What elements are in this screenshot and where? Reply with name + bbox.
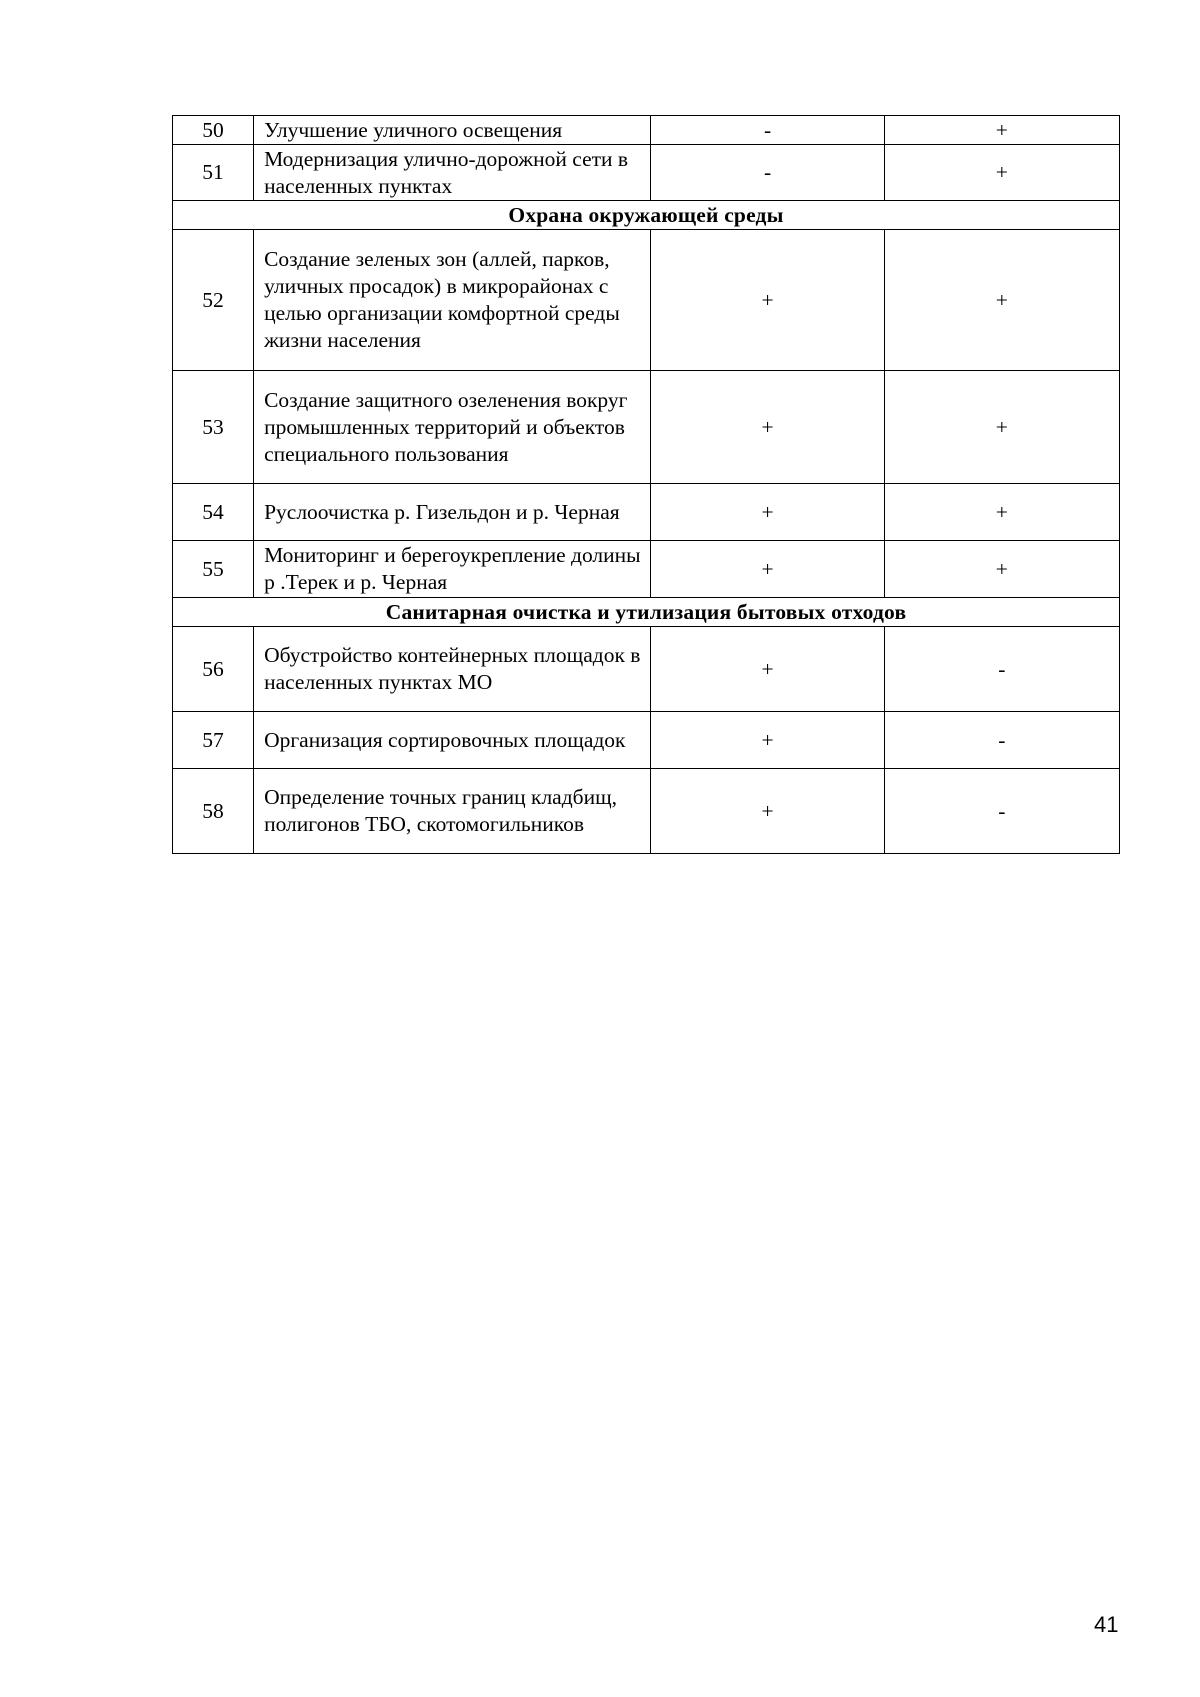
row-number: 52 bbox=[173, 230, 254, 371]
section-heading: Санитарная очистка и утилизация бытовых отходов bbox=[173, 598, 1120, 627]
row-number: 55 bbox=[173, 541, 254, 598]
measures-table bbox=[172, 115, 1120, 854]
row-description: Создание зеленых зон (аллей, парков, уличных просадок) в микрорайонах с целью организации комфортной среды жизни населения bbox=[254, 230, 651, 371]
row-description: Улучшение уличного освещения bbox=[254, 116, 651, 145]
section-row bbox=[173, 598, 1120, 627]
table-row bbox=[173, 769, 1120, 854]
page-number: 41 bbox=[1094, 1612, 1119, 1637]
row-mark-a: + bbox=[651, 769, 884, 854]
row-mark-b: + bbox=[884, 116, 1119, 145]
table-row bbox=[173, 541, 1120, 598]
row-mark-a: + bbox=[651, 712, 884, 769]
row-description: Обустройство контейнерных площадок в населенных пунктах МО bbox=[254, 627, 651, 712]
row-description: Модернизация улично-дорожной сети в населенных пунктах bbox=[254, 145, 651, 201]
row-mark-b: - bbox=[884, 712, 1119, 769]
row-mark-a: + bbox=[651, 230, 884, 371]
row-number: 57 bbox=[173, 712, 254, 769]
section-heading: Охрана окружающей среды bbox=[173, 201, 1120, 230]
row-mark-b: - bbox=[884, 627, 1119, 712]
row-mark-a: + bbox=[651, 541, 884, 598]
table-row bbox=[173, 145, 1120, 201]
section-row bbox=[173, 201, 1120, 230]
row-mark-a: - bbox=[651, 116, 884, 145]
row-number: 54 bbox=[173, 484, 254, 541]
row-number: 53 bbox=[173, 371, 254, 484]
row-number: 58 bbox=[173, 769, 254, 854]
row-description: Руслоочистка р. Гизельдон и р. Черная bbox=[254, 484, 651, 541]
row-mark-a: - bbox=[651, 145, 884, 201]
row-mark-b: + bbox=[884, 371, 1119, 484]
row-mark-a: + bbox=[651, 627, 884, 712]
row-mark-b: + bbox=[884, 230, 1119, 371]
row-mark-b: + bbox=[884, 541, 1119, 598]
row-description: Организация сортировочных площадок bbox=[254, 712, 651, 769]
table-row bbox=[173, 230, 1120, 371]
table-row bbox=[173, 371, 1120, 484]
row-mark-b: + bbox=[884, 145, 1119, 201]
row-mark-b: + bbox=[884, 484, 1119, 541]
row-mark-b: - bbox=[884, 769, 1119, 854]
row-mark-a: + bbox=[651, 371, 884, 484]
row-mark-a: + bbox=[651, 484, 884, 541]
row-description: Определение точных границ кладбищ, полигонов ТБО, скотомогильников bbox=[254, 769, 651, 854]
row-description: Мониторинг и берегоукрепление долины р .Терек и р. Черная bbox=[254, 541, 651, 598]
row-number: 51 bbox=[173, 145, 254, 201]
table-row bbox=[173, 627, 1120, 712]
table-row bbox=[173, 484, 1120, 541]
row-number: 50 bbox=[173, 116, 254, 145]
table-row bbox=[173, 712, 1120, 769]
row-number: 56 bbox=[173, 627, 254, 712]
table-row bbox=[173, 116, 1120, 145]
row-description: Создание защитного озеленения вокруг промышленных территорий и объектов специального пользования bbox=[254, 371, 651, 484]
